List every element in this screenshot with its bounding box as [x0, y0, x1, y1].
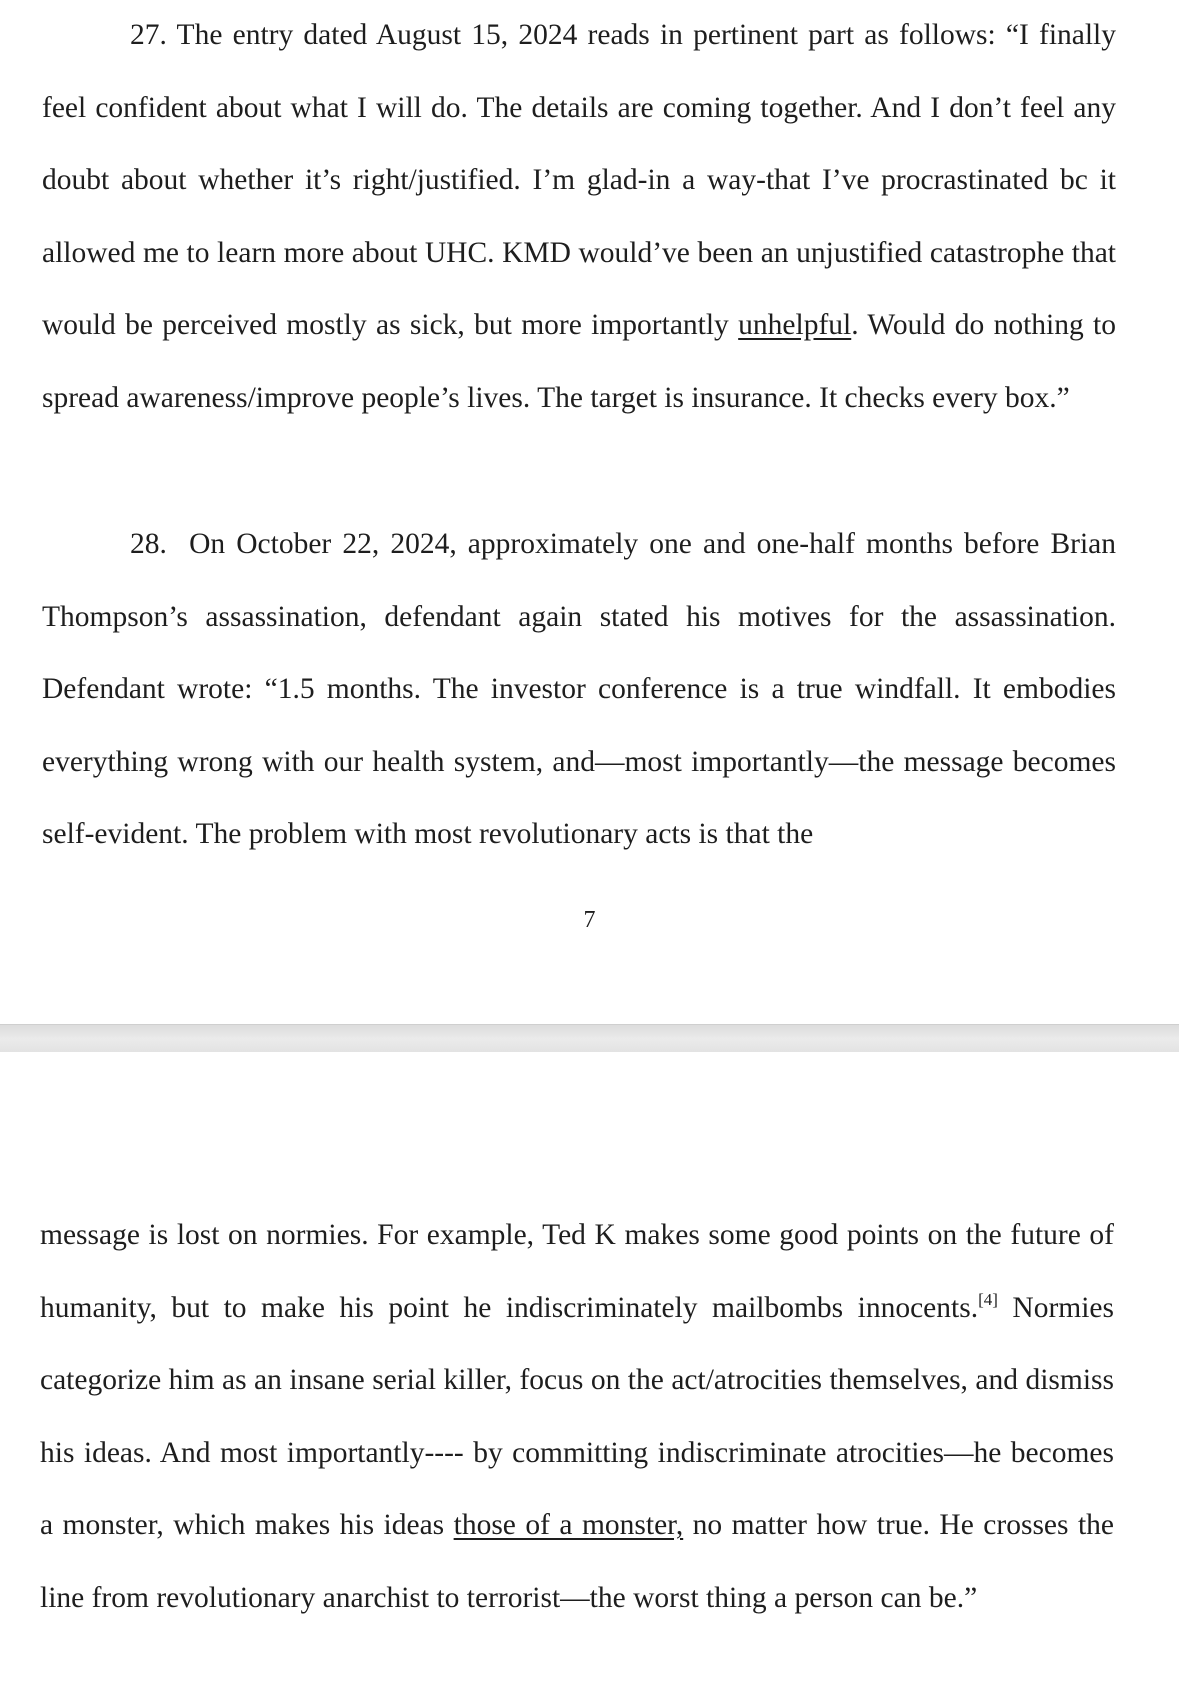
paragraph-text-end: . Would do nothing to spread awareness/improve people’s lives. The target is insurance. It checks every box.” [42, 309, 1117, 414]
underlined-phrase: those of a monster, [453, 1509, 684, 1541]
paragraph-number: 27. [130, 19, 167, 51]
continuation-text-2: Normies categorize him as an insane serial killer, focus on the act/atrocities themselves, and dismiss his ideas. And most importantly---- by committing indiscriminate atrocities—he becomes a monster, which makes his ideas [40, 1291, 1114, 1541]
paragraph-text: On October 22, 2024, approximately one and one-half months before Brian Thompson’s assassination, defendant again stated his motives for the assassination. Defendant wrote: “1.5 months. The investor conference is a true windfall. It embodies everything wrong with our health system, and—most importantly—the message becomes self-evident. The problem with most revolutionary acts is that the [42, 528, 1116, 850]
paragraph-28-continuation [40, 1199, 1114, 1634]
continuation-body [40, 1199, 1114, 1634]
continuation-text-end: no matter how true. He crosses the line from revolutionary anarchist to terrorist—the worst thing a person can be.” [40, 1509, 1115, 1614]
paragraph-text: The entry dated August 15, 2024 reads in pertinent part as follows: “I finally feel confident about what I will do. The details are coming together. And I don’t feel any doubt about whether it’s right/justified. I’m glad-in a way-that I’ve procrastinated bc it allowed me to learn more about UHC. KMD would’ve been an unjustified catastrophe that would be perceived mostly as sick, but more importantly [42, 19, 1117, 341]
paragraph-27-body [42, 0, 1116, 434]
paragraph-28 [42, 508, 1116, 871]
underlined-word: unhelpful [738, 309, 852, 341]
paragraph-27 [42, 0, 1116, 434]
footnote-marker[interactable]: [4] [978, 1289, 998, 1309]
paragraph-28-body [42, 508, 1116, 871]
paragraph-number: 28. [130, 528, 167, 560]
page-separator [0, 1024, 1179, 1054]
continuation-text: message is lost on normies. For example, Ted K makes some good points on the future of humanity, but to make his point he indiscriminately mailbombs innocents. [40, 1219, 1114, 1324]
page-number: 7 [583, 907, 596, 933]
